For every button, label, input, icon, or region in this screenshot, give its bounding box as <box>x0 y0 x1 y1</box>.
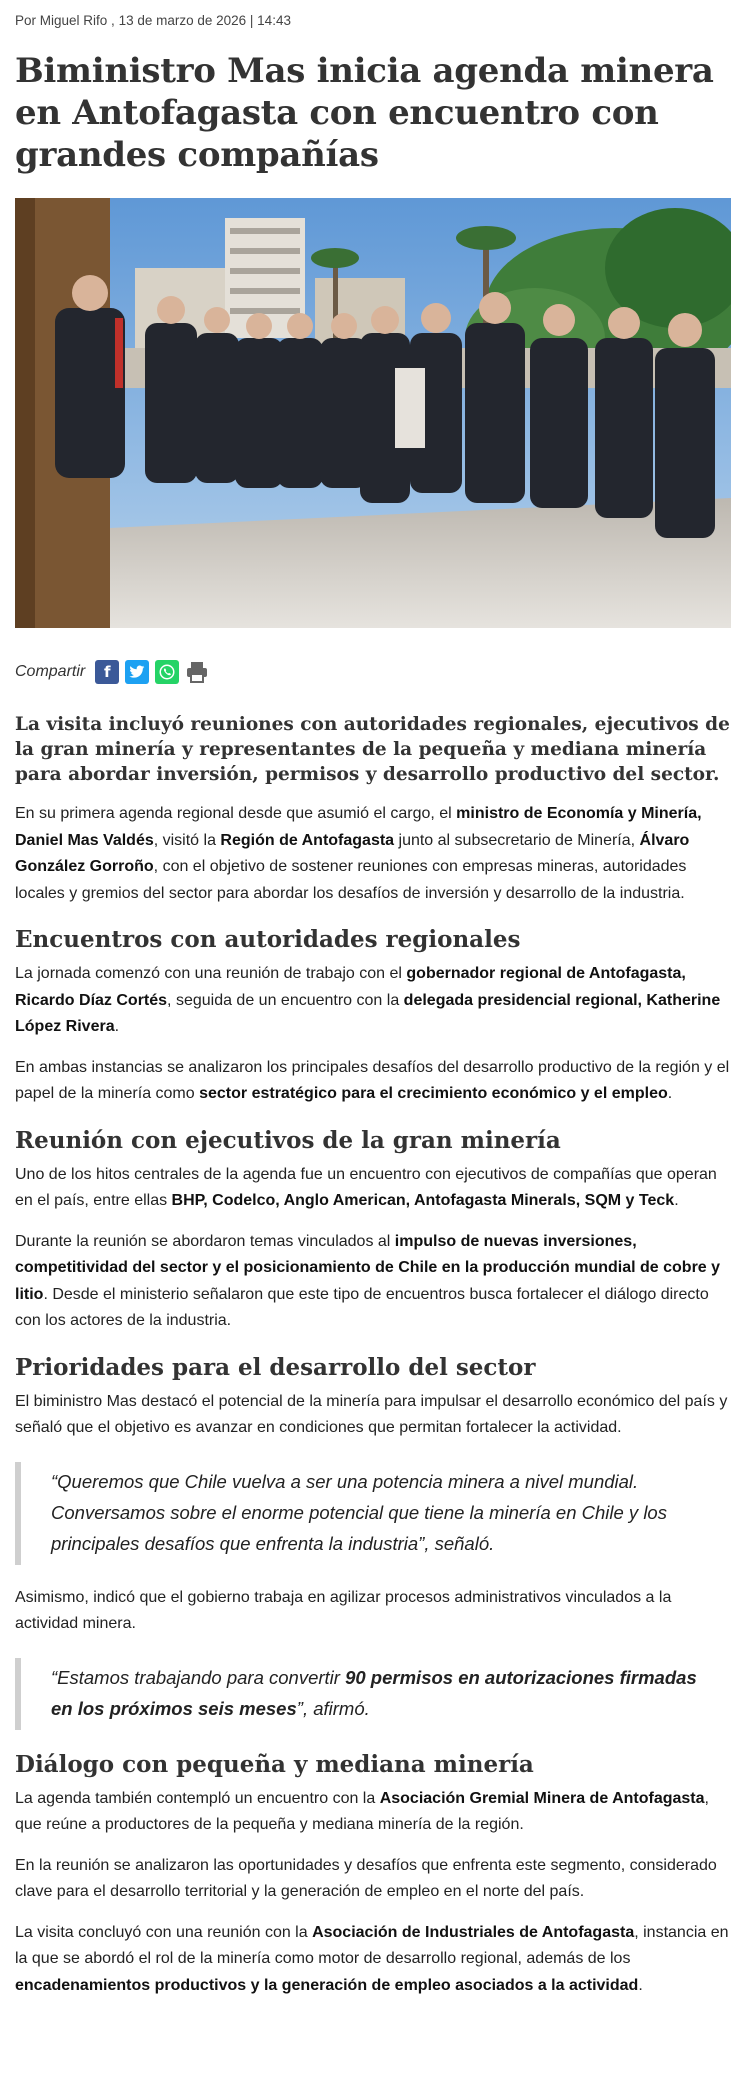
paragraph-sec3-1: El biministro Mas destacó el potencial de la minería para impulsar el desarrollo económico del país y señaló que el objetivo es avanzar en condiciones que permitan fortalecer la actividad. <box>15 1392 728 1436</box>
article-lead: La visita incluyó reuniones con autoridades regionales, ejecutivos de la gran minería y representantes de la pequeña y mediana minería para abordar inversión, permisos y desarrollo productivo del sector. <box>15 714 730 785</box>
publish-date: 13 de marzo de 2026 <box>118 13 247 28</box>
article-meta: Por Miguel Rifo , 13 de marzo de 2026 | 14:43 <box>15 13 291 28</box>
paragraph-sec1-2: En ambas instancias se analizaron los principales desafíos del desarrollo productivo de la región y el papel de la minería como sector estratégico para el crecimiento económico y el empleo. <box>15 1058 730 1102</box>
group-photo-illustration <box>15 198 731 628</box>
section-heading-prioridades: Prioridades para el desarrollo del sector <box>15 1353 536 1381</box>
paragraph-sec2-1: Uno de los hitos centrales de la agenda fue un encuentro con ejecutivos de compañías que operan en el país, entre ellas BHP, Codelco, Anglo American, Antofagasta Minerals, SQM y Teck. <box>15 1165 717 1209</box>
paragraph-sec1-1: La jornada comenzó con una reunión de trabajo con el gobernador regional de Antofagasta, Ricardo Díaz Cortés, seguida de un encuentro con la delegada presidencial regional, Katherine López Rivera. <box>15 965 721 1035</box>
article-photo <box>15 198 731 628</box>
quote-potencia-minera: “Queremos que Chile vuelva a ser una potencia minera a nivel mundial. Conversamos sobre el enorme potencial que tiene la minería en Chile y los principales desafíos que enfrenta la industria”, señaló. <box>15 1462 731 1565</box>
whatsapp-share-icon[interactable] <box>155 660 179 684</box>
paragraph-intro: En su primera agenda regional desde que asumió el cargo, el ministro de Economía y Minería, Daniel Mas Valdés, visitó la Región de Antofagasta junto al subsecretario de Minería, Álvaro González Gorroño, con el objetivo de sostener reuniones con empresas mineras, autoridades locales y gremios del sector para abordar los desafíos de inversión y desarrollo de la industria. <box>15 805 702 902</box>
facebook-share-icon[interactable]: f <box>95 660 119 684</box>
whatsapp-phone-icon <box>158 663 176 681</box>
paragraph-sec4-2: En la reunión se analizaron las oportunidades y desafíos que enfrenta este segmento, considerado clave para el desarrollo territorial y la generación de empleo en el norte del país. <box>15 1856 717 1900</box>
printer-icon <box>185 660 209 684</box>
article-title: Biministro Mas inicia agenda minera en Antofagasta con encuentro con grandes compañías <box>15 51 714 175</box>
twitter-share-icon[interactable] <box>125 660 149 684</box>
section-heading-pequena-mineria: Diálogo con pequeña y mediana minería <box>15 1750 534 1778</box>
paragraph-sec4-3: La visita concluyó con una reunión con la Asociación de Industriales de Antofagasta, instancia en la que se abordó el rol de la minería como motor de desarrollo regional, además de los encadenamientos productivos y la generación de empleo asociados a la actividad. <box>15 1923 729 1994</box>
section-heading-gran-mineria: Reunión con ejecutivos de la gran minería <box>15 1126 561 1154</box>
section-heading-autoridades: Encuentros con autoridades regionales <box>15 926 521 953</box>
quote-permisos: “Estamos trabajando para convertir 90 permisos en autorizaciones firmadas en los próximos seis meses”, afirmó. <box>15 1658 731 1730</box>
paragraph-sec2-2: Durante la reunión se abordaron temas vinculados al impulso de nuevas inversiones, competitividad del sector y el posicionamiento de Chile en la producción mundial de cobre y litio. Desde el ministerio señalaron que este tipo de encuentros busca fortalecer el diálogo directo con los actores de la industria. <box>15 1232 721 1329</box>
author-byline[interactable]: Por Miguel Rifo <box>15 13 108 28</box>
twitter-bird-icon <box>129 665 145 679</box>
paragraph-sec4-1: La agenda también contempló un encuentro con la Asociación Gremial Minera de Antofagasta, que reúne a productores de la pequeña y mediana minería de la región. <box>15 1789 709 1833</box>
paragraph-sec3-2: Asimismo, indicó que el gobierno trabaja en agilizar procesos administrativos vinculados a la actividad minera. <box>15 1588 672 1632</box>
print-icon[interactable] <box>185 660 209 684</box>
share-bar <box>15 658 731 686</box>
share-label: Compartir <box>15 663 86 680</box>
publish-time: 14:43 <box>257 13 291 28</box>
